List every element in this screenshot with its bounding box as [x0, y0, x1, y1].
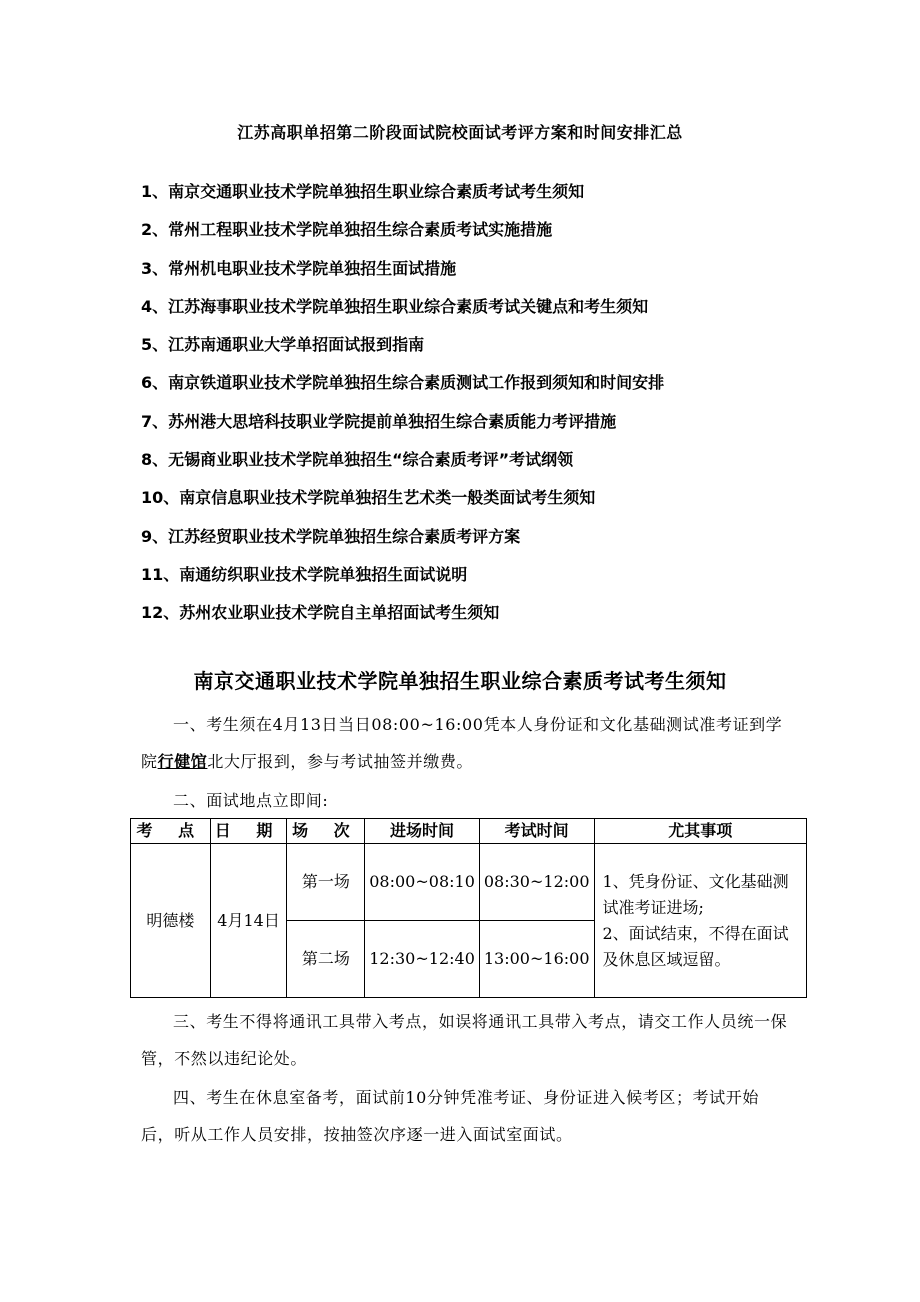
paragraph-schedule-intro: 二、面试地点立即间:	[173, 791, 329, 810]
cell-date: 4月14日	[210, 844, 287, 998]
venue-name: 行健馆	[157, 752, 208, 771]
header-venue: 考 点	[131, 819, 211, 844]
note-item: 2、面试结束，不得在面试及休息区域逗留。	[602, 923, 789, 969]
header-entry-time: 进场时间	[365, 819, 480, 844]
toc-item: 6、南京铁道职业技术学院单独招生综合素质测试工作报到须知和时间安排	[141, 373, 665, 393]
toc-item: 2、常州工程职业技术学院单独招生综合素质考试实施措施	[141, 220, 553, 240]
toc-item: 8、无锡商业职业技术学院单独招生“综合素质考评”考试纲领	[141, 450, 574, 470]
table-of-contents	[141, 180, 664, 640]
p1-text-after: 北大厅报到，参与考试抽签并缴费。	[207, 752, 474, 771]
cell-notes	[594, 844, 807, 998]
toc-item: 11、南通纺织职业技术学院单独招生面试说明	[141, 564, 468, 584]
cell-session: 第二场	[287, 921, 365, 998]
toc-item: 9、江苏经贸职业技术学院单独招生综合素质考评方案	[141, 526, 521, 546]
table-header-row	[131, 819, 807, 844]
toc-item: 10、南京信息职业技术学院单独招生艺术类一般类面试考生须知	[141, 488, 596, 508]
toc-item: 4、江苏海事职业技术学院单独招生职业综合素质考试关键点和考生须知	[141, 296, 649, 316]
cell-venue: 明德楼	[131, 844, 211, 998]
cell-entry-time: 12:30~12:40	[365, 921, 480, 998]
toc-item: 12、苏州农业职业技术学院自主单招面试考生须知	[141, 603, 500, 623]
section-title: 南京交通职业技术学院单独招生职业综合素质考试考生须知	[193, 669, 727, 693]
cell-exam-time: 13:00~16:00	[479, 921, 594, 998]
p1-text-before: 一、考生须在4月13日当日08:00~16:00凭本人身份证和文化基础测试准考证到学院	[141, 715, 783, 771]
header-notes: 尤其事项	[594, 819, 807, 844]
toc-item: 3、常州机电职业技术学院单独招生面试措施	[141, 258, 457, 278]
document-title: 江苏高职单招第二阶段面试院校面试考评方案和时间安排汇总	[237, 123, 683, 142]
header-date: 日 期	[210, 819, 287, 844]
paragraph-registration	[141, 706, 791, 780]
toc-item: 5、江苏南通职业大学单招面试报到指南	[141, 335, 425, 355]
paragraph-waiting-room: 四、考生在休息室备考，面试前10分钟凭准考证、身份证进入候考区；考试开始后，听从工作人员安排，按抽签次序逐一进入面试室面试。	[141, 1088, 759, 1144]
note-item: 1、凭身份证、文化基础测试准考证进场;	[602, 871, 789, 917]
paragraph-communication-devices: 三、考生不得将通讯工具带入考点，如误将通讯工具带入考点，请交工作人员统一保管，不然以违纪论处。	[141, 1012, 788, 1068]
header-session: 场 次	[287, 819, 365, 844]
schedule-table	[130, 818, 807, 998]
toc-item: 1、南京交通职业技术学院单独招生职业综合素质考试考生须知	[141, 182, 585, 201]
header-exam-time: 考试时间	[479, 819, 594, 844]
cell-session: 第一场	[287, 844, 365, 921]
cell-exam-time: 08:30~12:00	[479, 844, 594, 921]
toc-item: 7、苏州港大思培科技职业学院提前单独招生综合素质能力考评措施	[141, 411, 617, 431]
cell-entry-time: 08:00~08:10	[365, 844, 480, 921]
table-row	[131, 844, 807, 921]
